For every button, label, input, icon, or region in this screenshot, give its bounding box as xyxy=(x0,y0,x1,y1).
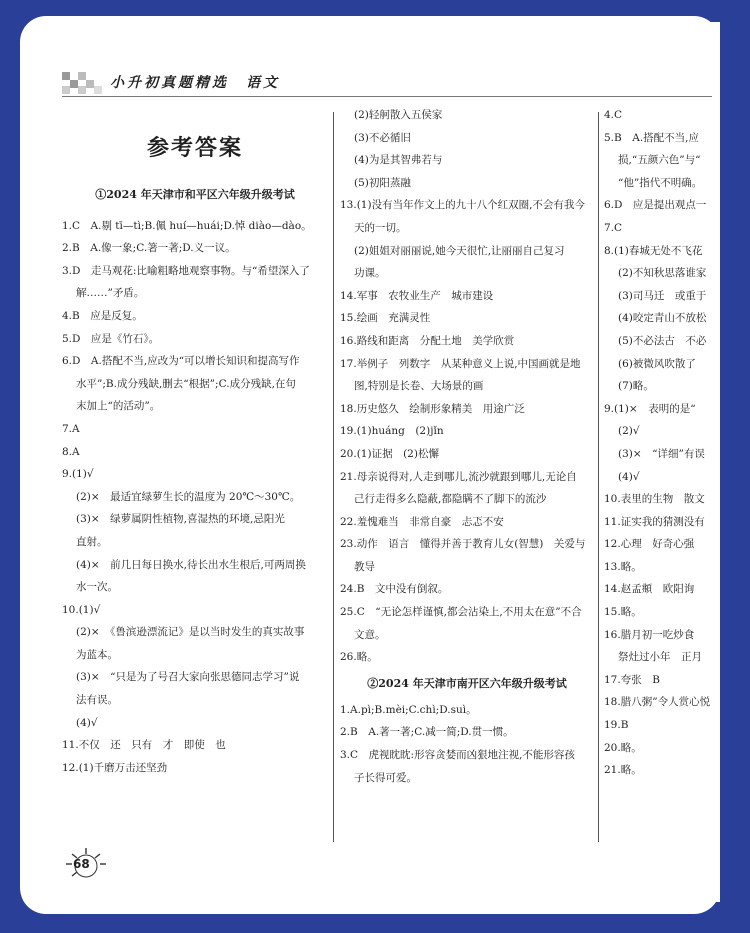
answer-page xyxy=(42,22,720,902)
header-title: 小升初真题精选 语文 xyxy=(110,75,280,91)
answer-line: 1.C A.剔 tī—tì;B.佩 huí—huái;D.悼 diào—dào。 xyxy=(62,219,312,232)
answer-line: 12.心理 好奇心强 xyxy=(604,538,695,551)
answer-line: (4)为是其智弗若与 xyxy=(354,154,443,167)
answer-line: 18.腊八粥”令人赏心悦 xyxy=(604,696,711,709)
answer-line: 7.A xyxy=(62,422,80,435)
answer-line: (2)× 《鲁滨逊漂流记》是以当时发生的真实故事 xyxy=(76,626,305,639)
column-divider xyxy=(598,112,599,842)
column-2 xyxy=(340,104,594,789)
answer-line: (2)× 最适宜绿萝生长的温度为 20℃～30℃。 xyxy=(76,490,301,503)
answer-line: (5)不必法古 不必 xyxy=(618,334,707,347)
answer-line: 2.B A.像一象;C.箸一著;D.义一议。 xyxy=(62,242,236,255)
answer-line: 功课。 xyxy=(354,267,386,280)
answer-line: “他”指代不明确。 xyxy=(618,176,703,189)
answer-line: 子长得可爱。 xyxy=(354,771,417,784)
answer-line: (3)× “只是为了号召大家向张思德同志学习”说 xyxy=(76,671,300,684)
answer-line: 9.(1)× 表明的是“ xyxy=(604,402,696,415)
answer-line: (6)被微风吹散了 xyxy=(618,357,696,370)
answer-line: 21.略。 xyxy=(604,764,642,777)
answer-line: 4.C xyxy=(604,109,623,121)
answer-line: (2)姐姐对丽丽说,她今天很忙,让丽丽自己复习 xyxy=(354,244,565,257)
answer-line: 7.C xyxy=(604,221,623,234)
answer-line: 8.(1)春城无处不飞花 xyxy=(604,244,703,257)
answer-line: 6.D A.搭配不当,应改为“可以增长知识和提高写作 xyxy=(62,355,300,368)
answer-line: 14.军事 农牧业生产 城市建设 xyxy=(340,289,494,302)
answer-line: 20.略。 xyxy=(604,741,642,754)
header-rule xyxy=(62,96,712,97)
answer-line: 文意。 xyxy=(354,628,386,641)
answer-line: 1.A.pì;B.mèi;C.chì;D.suì。 xyxy=(340,703,477,716)
answer-line: 法有误。 xyxy=(76,694,118,707)
answer-line: 13.(1)没有当年作文上的九十八个红双圈,不会有我今 xyxy=(340,199,585,212)
answer-line: (3)不必循旧 xyxy=(354,131,411,144)
answer-line: 教导 xyxy=(354,560,375,573)
answer-line: 23.动作 语言 懂得并善于教育儿女(智慧) 关爱与 xyxy=(340,538,586,551)
answer-line: 12.(1)千磨万击还坚劲 xyxy=(62,761,168,774)
answer-line: 2.B A.著一著;C.减一简;D.贯一惯。 xyxy=(340,726,514,739)
answer-line: 16.腊月初一吃炒食 xyxy=(604,628,695,641)
answer-line: 5.D 应是《竹石》。 xyxy=(62,332,160,345)
answer-line: (2)不知秋思落谁家 xyxy=(618,267,707,280)
page-number xyxy=(64,846,108,882)
answer-line: (2)√ xyxy=(618,425,640,438)
answer-line: 水一次。 xyxy=(76,581,118,594)
answer-line: (7)略。 xyxy=(618,380,654,393)
answer-line: (3)司马迁 或重于 xyxy=(618,289,707,302)
answer-line: 20.(1)证据 (2)松懈 xyxy=(340,447,439,460)
answer-line: 19.B xyxy=(604,719,629,732)
answer-line: 22.羞愧难当 非常自豪 忐忑不安 xyxy=(340,515,504,528)
answer-line: 10.表里的生物 散文 xyxy=(604,493,705,506)
answer-line: 26.略。 xyxy=(340,651,378,664)
answer-line: 解……”矛盾。 xyxy=(76,287,145,300)
answer-line: 水平”;B.成分残缺,删去“根据”;C.成分残缺,在句 xyxy=(76,377,296,390)
column-3 xyxy=(604,104,720,782)
answer-line: (3)× 绿萝属阴性植物,喜湿热的环境,忌阳光 xyxy=(76,513,285,526)
answer-line: 19.(1)huáng (2)jǐn xyxy=(340,425,444,438)
answer-line: 5.B A.搭配不当,应 xyxy=(604,131,699,144)
answer-line: 24.B 文中没有倒叙。 xyxy=(340,583,449,596)
answer-line: (5)初阳蒸融 xyxy=(354,176,411,189)
answer-line: (4)√ xyxy=(618,470,640,483)
answer-line: 3.D 走马观花:比喻粗略地观察事物。与“希望深入了 xyxy=(62,264,310,277)
answer-line: 25.C “无论怎样谨慎,都会沾染上,不用太在意”不合 xyxy=(340,606,582,619)
answer-line: 己行走得多么隐蔽,都隐瞒不了脚下的流沙 xyxy=(354,493,547,506)
answer-line: 祭灶过小年 正月 xyxy=(618,651,702,664)
answer-line: 10.(1)√ xyxy=(62,603,101,616)
answer-line: 13.略。 xyxy=(604,560,642,573)
answer-line: 天的一切。 xyxy=(354,221,407,234)
exam-heading: ②2024 年天津市南开区六年级升级考试 xyxy=(367,676,567,690)
column-1 xyxy=(62,102,328,779)
answer-line: (4)咬定青山不放松 xyxy=(618,312,707,325)
answer-line: 17.夸张 B xyxy=(604,673,660,686)
answer-line: 11.证实我的猜测没有 xyxy=(604,515,705,528)
answer-line: 直射。 xyxy=(76,535,108,548)
answer-line: 21.母亲说得对,人走到哪儿,流沙就跟到哪儿,无论自 xyxy=(340,470,577,483)
answer-line: 6.D 应是提出观点一 xyxy=(604,199,707,212)
answer-line: 8.A xyxy=(62,445,80,458)
answer-line: 图,特别是长卷、大场景的画 xyxy=(354,380,484,393)
answer-line: (4)√ xyxy=(76,716,98,729)
answer-line: 4.B 应是反复。 xyxy=(62,309,143,322)
page-number-text: 68 xyxy=(73,857,90,871)
answer-line: 9.(1)√ xyxy=(62,468,94,481)
answer-line: 损,“五颜六色”与“ xyxy=(618,154,701,167)
answer-line: 14.赵孟頫 欧阳询 xyxy=(604,583,705,596)
answer-line: (4)× 前几日每日换水,待长出水生根后,可两周换 xyxy=(76,558,306,571)
answer-line: (2)轻舸散入五侯家 xyxy=(354,109,443,121)
page-title: 参考答案 xyxy=(146,135,243,161)
answer-line: 11.不仅 还 只有 才 即使 也 xyxy=(62,739,226,752)
column-divider xyxy=(333,112,334,842)
checker-decoration-icon xyxy=(62,72,106,94)
answer-line: 为蓝本。 xyxy=(76,648,118,661)
answer-line: 15.略。 xyxy=(604,606,642,619)
answer-line: 18.历史悠久 绘制形象精美 用途广泛 xyxy=(340,402,525,415)
exam-heading: ①2024 年天津市和平区六年级升级考试 xyxy=(95,188,295,201)
answer-line: 3.C 虎视眈眈:形容贪婪而凶狠地注视,不能形容孩 xyxy=(340,749,575,762)
page-header xyxy=(62,70,702,98)
answer-line: 17.举例子 列数字 从某种意义上说,中国画就是地 xyxy=(340,357,581,370)
answer-line: 15.绘画 充满灵性 xyxy=(340,312,431,325)
answer-line: (3)× “详细”有误 xyxy=(618,447,705,460)
answer-line: 末加上“的活动”。 xyxy=(76,400,161,413)
answer-line: 16.路线和距离 分配土地 美学欣赏 xyxy=(340,334,515,347)
